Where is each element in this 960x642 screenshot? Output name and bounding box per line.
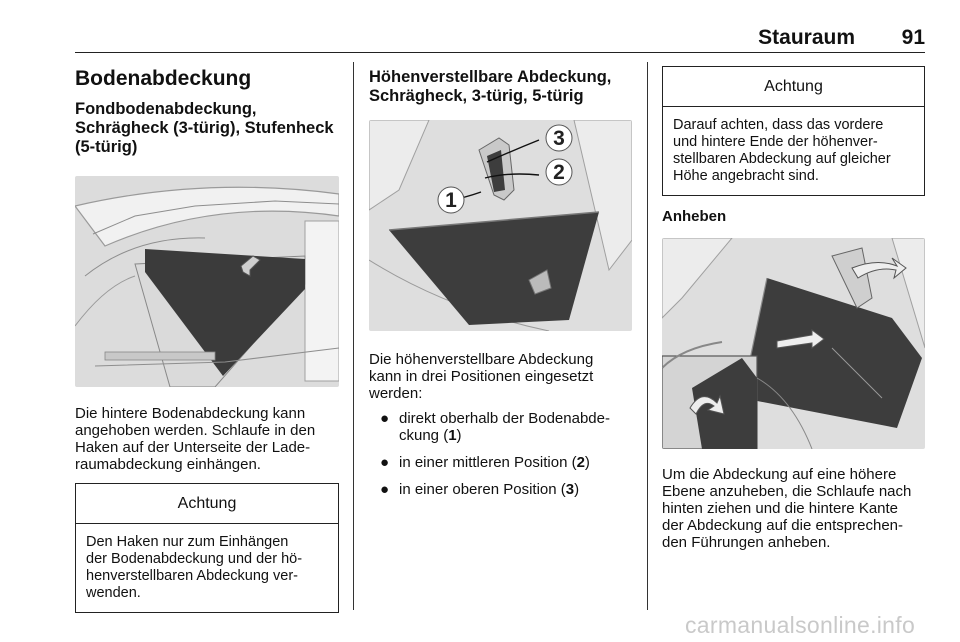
bullet-icon: ●	[380, 481, 390, 498]
warning-body	[663, 107, 924, 195]
column-1	[75, 62, 339, 613]
warning-line: Höhe angebracht sind.	[673, 168, 819, 184]
floor-cover-figure	[75, 176, 339, 387]
floor-cover-illustration	[75, 176, 339, 387]
warning-box	[662, 66, 925, 196]
list-text: in einer oberen Position (	[399, 481, 566, 498]
page-header	[75, 26, 925, 52]
list-ref-number: 2	[576, 454, 585, 471]
list-ref-number: 3	[565, 481, 575, 498]
body-line: Die höhenverstellbare Abdeckung	[369, 351, 594, 368]
bullet-icon: ●	[380, 454, 390, 471]
watermark: carmanualsonline.info	[685, 612, 916, 638]
body-line: Ebene anzuheben, die Schlaufe nach	[662, 483, 912, 500]
body-line: werden:	[369, 385, 423, 402]
subheading: Anheben	[662, 208, 727, 225]
position-list	[369, 410, 632, 498]
list-text: )	[584, 454, 590, 471]
body-text	[662, 466, 925, 551]
figure-label-1: 1	[445, 189, 457, 212]
body-line: kann in drei Positionen eingesetzt	[369, 368, 594, 385]
list-text: in einer mittleren Position (	[399, 454, 577, 471]
column-3	[662, 62, 925, 551]
warning-box	[75, 483, 339, 613]
body-line: Die hintere Bodenabdeckung kann	[75, 405, 306, 422]
section-title: Stauraum	[758, 26, 855, 49]
warning-line: wenden.	[86, 585, 141, 601]
list-text: direkt oberhalb der Bodenabde-	[399, 410, 610, 427]
body-text	[369, 351, 632, 402]
adjustable-cover-illustration	[369, 120, 632, 331]
warning-title: Achtung	[76, 484, 338, 524]
section-heading	[369, 68, 632, 106]
header-rule	[75, 52, 925, 53]
lifting-figure	[662, 238, 925, 449]
warning-line: der Bodenabdeckung und der hö-	[86, 551, 303, 567]
column-divider	[353, 62, 354, 610]
adjustable-cover-figure	[369, 120, 632, 331]
body-line: raumabdeckung einhängen.	[75, 456, 261, 473]
page-number: 91	[901, 26, 925, 49]
warning-line: Den Haken nur zum Einhängen	[86, 534, 289, 550]
list-item	[369, 410, 632, 444]
main-heading: Bodenabdeckung	[75, 67, 252, 90]
subheading	[75, 100, 339, 157]
heading-line: Höhenverstellbare Abdeckung,	[369, 68, 612, 86]
subheading-line: Fondbodenabdeckung,	[75, 100, 257, 118]
body-line: hinten ziehen und die hintere Kante	[662, 500, 899, 517]
warning-line: und hintere Ende der höhenver-	[673, 134, 878, 150]
body-line: Um die Abdeckung auf eine höhere	[662, 466, 897, 483]
warning-title: Achtung	[663, 67, 924, 107]
column-2	[369, 62, 632, 508]
body-line: angehoben werden. Schlaufe in den	[75, 422, 316, 439]
subheading-line: (5-türig)	[75, 138, 138, 156]
body-line: Haken auf der Unterseite der Lade-	[75, 439, 311, 456]
list-text: )	[456, 427, 462, 444]
figure-label-2: 2	[553, 161, 565, 184]
warning-line: stellbaren Abdeckung auf gleicher	[673, 151, 891, 167]
body-line: der Abdeckung auf die entsprechen-	[662, 517, 904, 534]
warning-line: henverstellbaren Abdeckung ver-	[86, 568, 298, 584]
list-ref-number: 1	[448, 427, 457, 444]
subheading-line: Schrägheck (3-türig), Stufenheck	[75, 119, 334, 137]
body-line: den Führungen anheben.	[662, 534, 831, 551]
figure-label-3: 3	[553, 127, 565, 150]
list-text: )	[574, 481, 580, 498]
list-item	[369, 481, 632, 498]
bullet-icon: ●	[380, 410, 390, 427]
warning-body	[76, 524, 338, 612]
list-text: ckung (	[399, 427, 449, 444]
lifting-illustration	[662, 238, 925, 449]
warning-line: Darauf achten, dass das vordere	[673, 117, 884, 133]
body-text	[75, 405, 339, 473]
list-item	[369, 454, 632, 471]
heading-line: Schrägheck, 3-türig, 5-türig	[369, 87, 584, 105]
column-divider	[647, 62, 648, 610]
